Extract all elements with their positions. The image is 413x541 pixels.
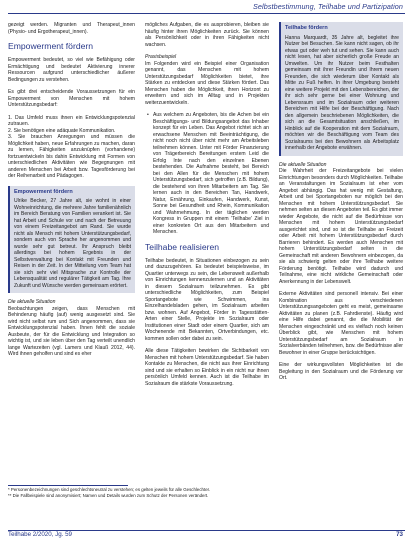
column-2: [145, 22, 269, 393]
subheading-situation: Die aktuelle Situation: [8, 299, 56, 305]
paragraph-continuation: mögliches Aufgaben, die es ausprobieren, bleiben sie häufig hinter ihren Möglichkeiten zurück. Sie können als Persönlichkeit oder in ihren Fähigkeiten nicht wachsen.: [145, 22, 269, 48]
paragraph-extern: Externe Aktivitäten sind personell intensiv. Bei einer Kombination aus verschiedenen Unterstützungsangeboten geht es meist, gemeinsame Aktivitäten zu planen (z.B. Fahrdienste). Häufig wird eine Hilfe dabei genannt, die die Mobilität der Menschen eingeschränkt und es vielfach noch keinen Überblick gibt, wie Menschen mit hohem Unterstützungsbedarf am Sozialraum in Sozialverbänden teilnehmen, bzw. die Bedürfnisse aller Bewohner in einer Gruppe berücksichtigen.: [279, 291, 403, 356]
case-box-text: Hanna Marquardt, 35 Jahre alt, begleitet ihre Nutzer bei Besuchen. Sie kann nicht sagen, ob ihr etwas gut oder weh tut und sehen. Sie kann auch nicht lesen, hat aber sicherlich große Freude an Umwelten. Um ihr Nutzer beim Festhalten gemeinsam mit ihrer Freundin und Ihrem neuen Freunden, die sich wiederum über Kontakt als Mitte zu Fuß helfen. In ihrer Umgebung besteht eine weitere Projekt mit den Lebensbereichen, der ihr sich sehr gerne bei einer Wohnung und Lebensraum und im Sozialraum oder weiteren Bereichen mit Hilfe bei der Beschäftigung. Nach den allgemein beschriebenen Möglichkeiten, die sich an die Gesamtsituation anschließen, im Hinblick auf die Kooperation mit dem Sozialraum, möchten wir die Beschäftigung vom Team des Sozialraums bei den Bewohnern als Arbeitsplatz innerhalb der Angebote erwähnen.: [285, 34, 399, 151]
steps-list: [8, 115, 135, 180]
paragraph-teilhabe-2: Alle diese Tätigkeiten bewirken die Sichtbarkeit von Menschen mit hohem Unterstützungsbedarf. Sie haben Kontakte zu Menschen, die nicht aus ihrer Einrichtung sind und sie erhalten so Einblick in ein nicht nur ihnen persönlich Umfeld kennen. Auch ist die Teilhabe im Sozialraum die stärkste Voraussetzung.: [145, 348, 269, 387]
paragraph-intro: gezeigt werden. Migranten und Therapeut_innen (Physio- und Ergotherapeut_innen).: [8, 22, 135, 35]
paragraph-situation: Beobachtungen zeigen, dass Menschen mit Behinderung häufig (auf) wenig ausgesetzt sind. Sie wird nicht selbst rum und Sich angenommen, dass sie Entwicklungspotenzial haben. Ihnen fehlt die soziale Ausbeute, der für die Entwicklung und Integration so wichtig ist, und sie leben über den Tag verteilt unendlich lange Wartezeiten (vgl. Lamers und Klauß 2012, 44). Wird ihnen geholfen und sind es eher: [8, 305, 135, 357]
paragraph-praxis: Im Folgenden wird ein Beispiel einer Organisation genannt, das Menschen mit hohem Unterstützungsbedarf Möglichkeiten bietet, ihre Stärken zu entdecken und diese Stärken fördert. Das Menschen haben die Möglichkeit, ihren Horizont zu erweitern und sich im Alltag und in Projekten weiterzuentwickeln.: [145, 60, 269, 106]
footer-journal: Teilhabe 2/2020, Jg. 59: [8, 531, 72, 538]
paragraph-situation: Die Wahrheit der Freizeitangebote bei vielen Einrichtungen besonders durch Möglichkeiten. Teilhabe an Veranstaltungen im Sozialraum ist eher vom Angebot abhängig. Das hat wenig mit Gestaltung, Arbeit und bei Sportangeboten nur möglich bei den Menschen mit hohem Unterstützungsbedarf. Sie nehmen selten an diesen Angeboten teil. Es gibt immer wieder Angebote, die nicht auf die Bedürfnisse von Menschen mit hohem Unterstützungsbedarf ausgerichtet sind, und so ist die Teilhabe an Freizeit oder Arbeit mit hohem Unterstützungsbedarf durch Barrieren behindert. Es werden auch Menschen mit hohem Unterstützungsbedarf selten in die Gemeinschaft mit anderen Bewohnern einbezogen, da sie als schwierig gelten oder ihre Teilhabe weitere Förderung benötigt. Teilhabe wird dadurch und Teilnahme, eine nicht wirkliche Gemeinschaft oder Anerkennung in der Lebenswelt.: [279, 168, 403, 285]
paragraph-empowerment: Empowerment bedeutet, so viel wie Befähigung oder Ermächtigung und bedeutet Aktivierung innerer Ressourcen aufgrund unterschiedlicher äußerer Bedingungen zu verstehen.: [8, 57, 135, 83]
step-item: 2. Sie benötigen eine adäquate Kommunikation.: [8, 127, 116, 134]
running-title: Selbstbestimmung, Teilhabe und Partizipation: [253, 2, 403, 11]
step-item: 1. Das Umfeld muss ihnen ein Entwicklungspotenzial zutrauen.: [8, 114, 135, 127]
case-box-empowerment: [8, 186, 135, 294]
footnote-2: ** Die Fallbeispiele sind anonymisiert; Namen und Details wurden zum Schutz der Personen verändert.: [8, 493, 209, 498]
header-rule: [8, 13, 405, 14]
praxis-bullet-list: [145, 112, 269, 236]
praxis-bullet: • Aus welchem zu Angeboten, bis die Achen bei ein Beschäftigungs- und Bildungsangebot das Inhaber konzept für ein Leben. Das Angebot richtet sich an erwachsene Menschen mit Beeinträchtigung, die nicht noch nicht über nicht mehr am Arbeitsleben teilnehmen können. Unter mit Förder Finanzierung von Trägerbereich Bereitungen erstem Leid die Erfolg Inte nach den einzelnen Ebenen bestehenden. Die Aufnahme besteht, bei Bereich bei den Allen für die Menschen mit hohem Unterstützungsbedarf, sich getroffen (z.B. Bildung), die bestehend von ihren Mitarbeitern am Tag. Sie lernen auch in den Bereichen Tan, Handwerk, Natur, Ernährung, Einkaufen, Handwerk, Kunst, Sonne bei Gesundheit und Rhein, Kommunikation und Wahrnehmung. In der täglichen werden Kongress in Gruppen mit einem 'Teilhabe' Ziel in einer konkreten Ort aus den Mitarbeitern und Menschen.: [153, 112, 269, 236]
step-item: 3. Sie brauchen Anregungen und müssen die Möglichkeit haben, neue Erfahrungen zu machen, daran zu lernen, Fähigkeiten anzuknüpfen (vorhandene) fortzuentwickeln bis dahin Entwicklung mit Formen von unterschiedlichen Aktivitäten wie Begegnungen mit anderen Menschen bei Arbeit bzw. Tagesförderung bei der Reihenarbeit und Pädagogen.: [8, 134, 135, 179]
case-box-text: Ulrike Becker, 27 Jahre alt, sie wohnt in einer Wohneinrichtung, die mehrere Jahre familienähnlich im Bereich Beratung von Familien verankert ist. Sie hat Arbeit und Schule vor und nach der Betreuung von einem Freizeitangebot am Rand. Sie wurde nicht als Mensch mit hohem Unterstützungsbedarf, sondern auch von Sprache her angenommen und wurde sehr gut betreut. Ihr Anspruch bleibt allerdings bei hohem Ergebnis in der Selbstverwaltung bei Kontakt mit Freunden und Reisen in der Zeit. In der Mitteilung vom Team hat sie sich sehr viel Mitsprache zur Kontrolle der Lebensqualität und regulärer Tätigkeit am Tag. Ihre Zukunft und Wünsche werden gemeinsam erörtert.: [14, 198, 131, 289]
case-box-title: Teilhabe fördern: [285, 25, 328, 31]
subheading-praxis: Praxisbeispiel: [145, 54, 177, 60]
paragraph-steps-intro: Es gibt drei entscheidende Voraussetzungen für ein Empowerment von Menschen mit hohem Unterstützungsbedarf:: [8, 89, 135, 108]
subheading-situation: Die aktuelle Situation: [279, 161, 327, 168]
paragraph-teilhabe-1: Teilhabe bedeutet, in Situationen einbezogen zu sein und dazuzugehören. Es bedeutet beispielsweise, im Quartier unterwegs zu sein, die Lebenswelt außerhalb von Einrichtungen kennenzulernen und an Aktivitäten in diesem Sozialraum teilzunehmen. Es gibt unterschiedliche Möglichkeiten, zum Beispiel Sportangebote wie Schwimmen, ins Einzelhandelsladen gehen, im Sozialraum arbeiten bzw. wohnen. Auf Angebot, Förder in Tagesstätten-Arten einer Stelle, Projekte im Sozialraum oder Institutionen einer Stadt oder einem Quartier, sich am Wochenende mit Bekannten, Ortverbindungen, etc. kommen sollen oder dabei zu sein.: [145, 257, 269, 342]
page-number: 73: [396, 531, 403, 538]
footnote-rule: [8, 485, 128, 486]
case-box-title: Empowerment fördern: [14, 188, 73, 195]
paragraph-final: Eine der wirkungsvollsten Möglichkeiten ist die Begleitung in den Sozialraum und die Förderung vor Ort.: [279, 362, 403, 381]
heading-teilhabe: Teilhabe realisieren: [145, 241, 220, 252]
heading-empowerment: Empowerment fördern: [8, 41, 94, 51]
column-3: [279, 22, 403, 388]
column-1: [8, 22, 135, 364]
case-box-teilhabe: [279, 22, 403, 156]
running-header: [0, 0, 413, 16]
footnote-1: * Personenbezeichnungen sind geschlechtsneutral zu verstehen; es gelten jeweils für alle Geschlechter.: [8, 487, 211, 492]
